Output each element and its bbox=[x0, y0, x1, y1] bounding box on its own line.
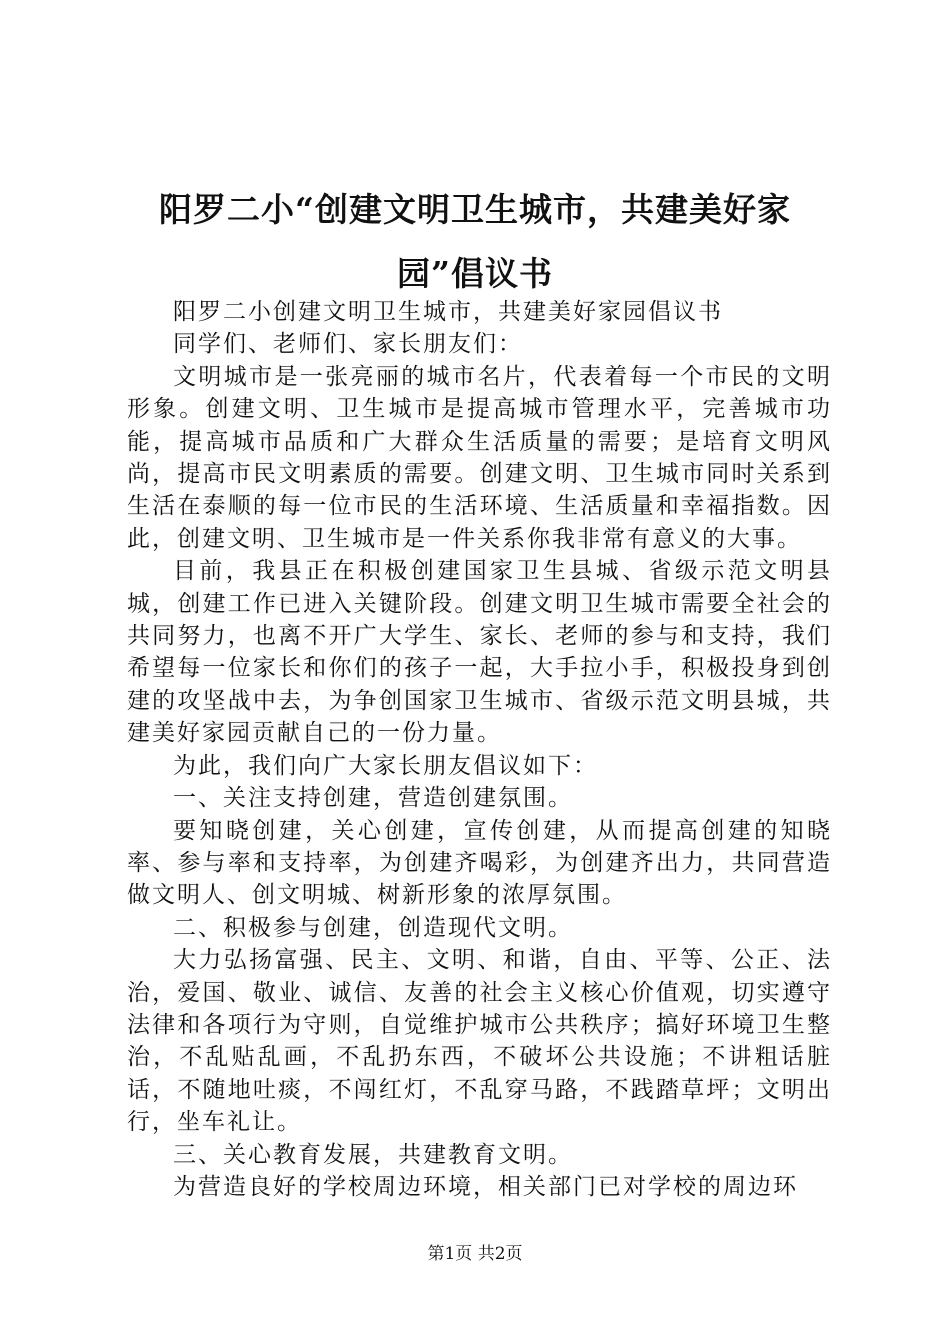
paragraph-salutation: 同学们、老师们、家长朋友们： bbox=[173, 331, 523, 358]
heading-item-2: 二、积极参与创建，创造现代文明。 bbox=[173, 914, 573, 941]
paragraph-item-2: 大力弘扬富强、民主、文明、和谐，自由、平等、公正、法治，爱国、敬业、诚信、友善的社会主义核心价值观，切实遵守法律和各项行为守则，自觉维护城市公共秩序；搞好环境卫生整治，不乱贴乱画，不乱扔东西，不破坏公共设施；不讲粗话脏话，不随地吐痰，不闯红灯，不乱穿马路，不践踏草坪；文明出行，坐车礼让。 bbox=[127, 947, 832, 1136]
paragraph-item-1: 要知晓创建，关心创建，宣传创建，从而提高创建的知晓率、参与率和支持率，为创建齐喝彩，为创建齐出力，共同营造做文明人、创文明城、树新形象的浓厚氛围。 bbox=[127, 817, 832, 909]
document-title: 阳罗二小“创建文明卫生城市，共建美好家园”倡议书 bbox=[159, 190, 791, 293]
document-body bbox=[127, 296, 832, 1203]
paragraph-proposal-lead: 为此，我们向广大家长朋友倡议如下： bbox=[173, 752, 598, 779]
paragraph-item-3: 为营造良好的学校周边环境，相关部门已对学校的周边环 bbox=[173, 1173, 798, 1200]
heading-item-3: 三、关心教育发展，共建教育文明。 bbox=[173, 1141, 573, 1168]
paragraph-current-work: 目前，我县正在积极创建国家卫生县城、省级示范文明县城，创建工作已进入关键阶段。创建文明卫生城市需要全社会的共同努力，也离不开广大学生、家长、老师的参与和支持，我们希望每一位家长和你们的孩子一起，大手拉小手，积极投身到创建的攻坚战中去，为争创国家卫生城市、省级示范文明县城，共建美好家园贡献自己的一份力量。 bbox=[127, 558, 832, 747]
heading-item-1: 一、关注支持创建，营造创建氛围。 bbox=[173, 785, 573, 812]
paragraph-intro: 文明城市是一张亮丽的城市名片，代表着每一个市民的文明形象。创建文明、卫生城市是提高城市管理水平，完善城市功能，提高城市品质和广大群众生活质量的需要；是培育文明风尚，提高市民文明素质的需要。创建文明、卫生城市同时关系到生活在泰顺的每一位市民的生活环境、生活质量和幸福指数。因此，创建文明、卫生城市是一件关系你我非常有意义的大事。 bbox=[127, 363, 832, 552]
page-footer: 第1页 共2页 bbox=[427, 1244, 523, 1264]
paragraph-subtitle: 阳罗二小创建文明卫生城市，共建美好家园倡议书 bbox=[173, 299, 723, 325]
